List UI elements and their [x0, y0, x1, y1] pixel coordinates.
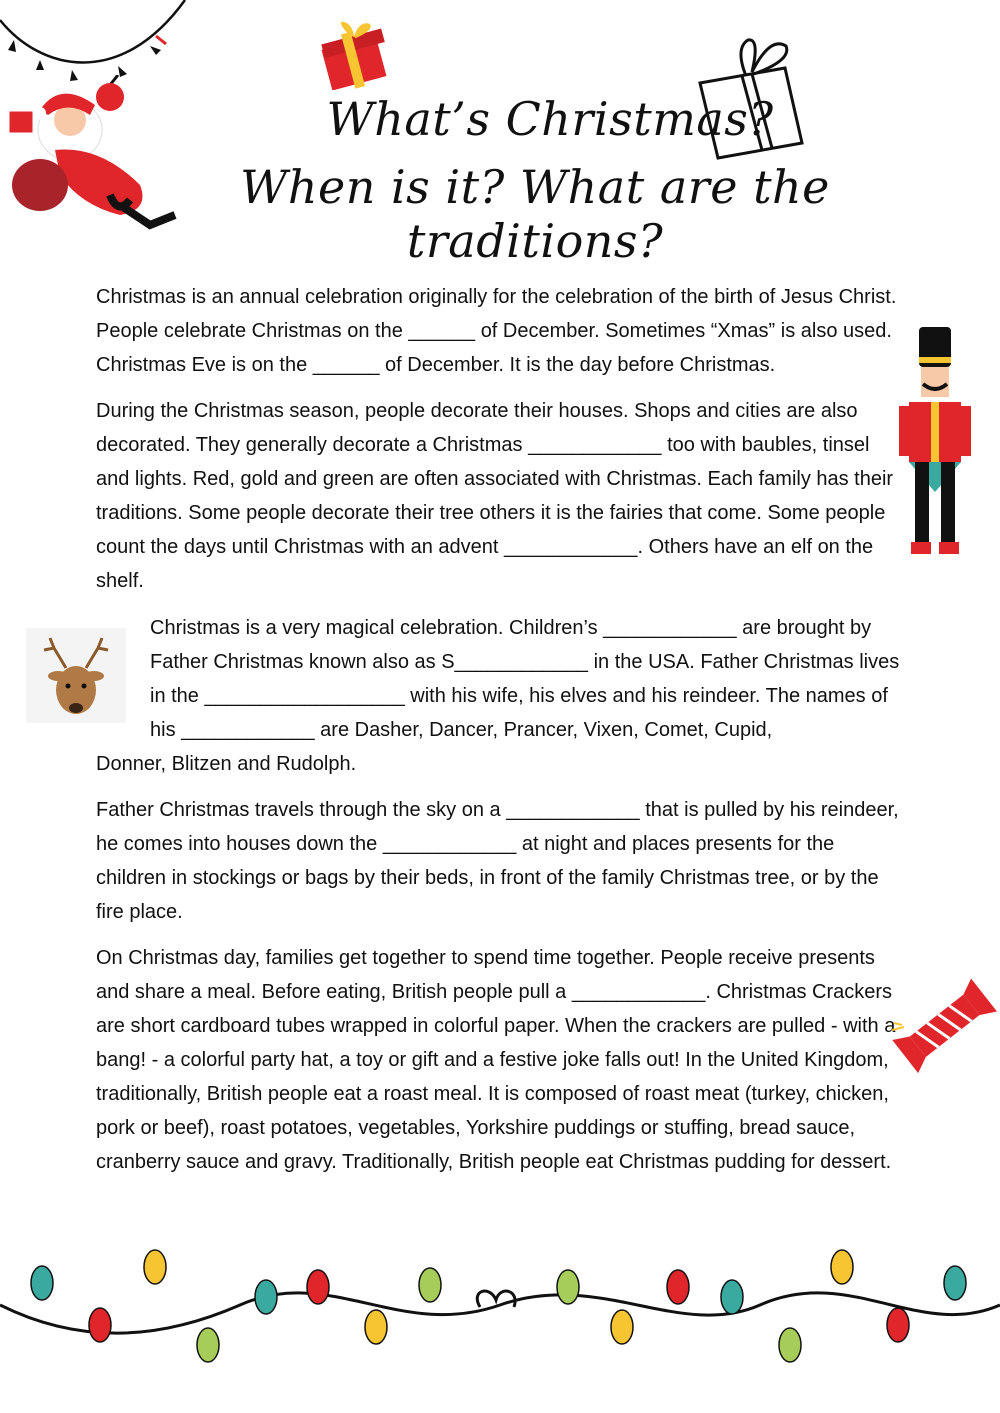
cracker-icon [888, 975, 1000, 1075]
paragraph-father-christmas: Christmas is a very magical celebration. Children’s ____________ are brought by Father Christmas known also as S____________ in the USA. Father Christmas lives in the __________________ with his wife, his elves and his reindeer. The names of his ____________ are Dasher, Dancer, Prancer, Vixen, Comet, Cupid, [150, 617, 900, 741]
page-title-line-1: What’s Christmas? [326, 92, 774, 146]
gift-icon [318, 18, 396, 90]
paragraph-decorations: During the Christmas season, people decorate their houses. Shops and cities are also decorated. They generally decorate a Christmas ____________ too with baubles, tinsel and lights. Red, gold and green are often associated with Christmas. Each family has their traditions. Some people decorate their tree others it is the fairies that come. Some people count the days until Christmas with an advent ____________. Others have an elf on the shelf. [96, 400, 894, 592]
page-title-line-2: When is it? What are the traditions? [240, 160, 830, 268]
nutcracker-icon [895, 322, 975, 562]
reindeer-icon [26, 628, 126, 723]
paragraph-christmas-date: Christmas is an annual celebration originally for the celebration of the birth of Jesus Christ. People celebrate Christmas on the ______ of December. Sometimes “Xmas” is also used. Christmas Eve is on the ______ of December. It is the day before Christmas. [96, 286, 897, 376]
paragraph-reindeer-names-end: Donner, Blitzen and Rudolph. [96, 753, 357, 775]
paragraph-sleigh: Father Christmas travels through the sky on a ____________ that is pulled by his reindeer, he comes into houses down the ____________ at night and places presents for the children in stockings or bags by their beds, in front of the family Christmas tree, or by the fire place. [96, 799, 899, 923]
string-lights-icon [0, 1245, 1000, 1375]
paragraph-christmas-day: On Christmas day, families get together to spend time together. People receive presents and share a meal. Before eating, British people pull a ____________. Christmas Crackers are short cardboard tubes wrapped in colorful paper. When the crackers are pulled - with a bang! - a colorful party hat, a toy or gift and a festive joke falls out! In the United Kingdom, traditionally, British people eat a roast meal. It is composed of roast meat (turkey, chicken, pork or beef), roast potatoes, vegetables, Yorkshire puddings or stuffing, bread sauce, cranberry sauce and gravy. Traditionally, British people eat Christmas pudding for dessert. [96, 947, 896, 1173]
